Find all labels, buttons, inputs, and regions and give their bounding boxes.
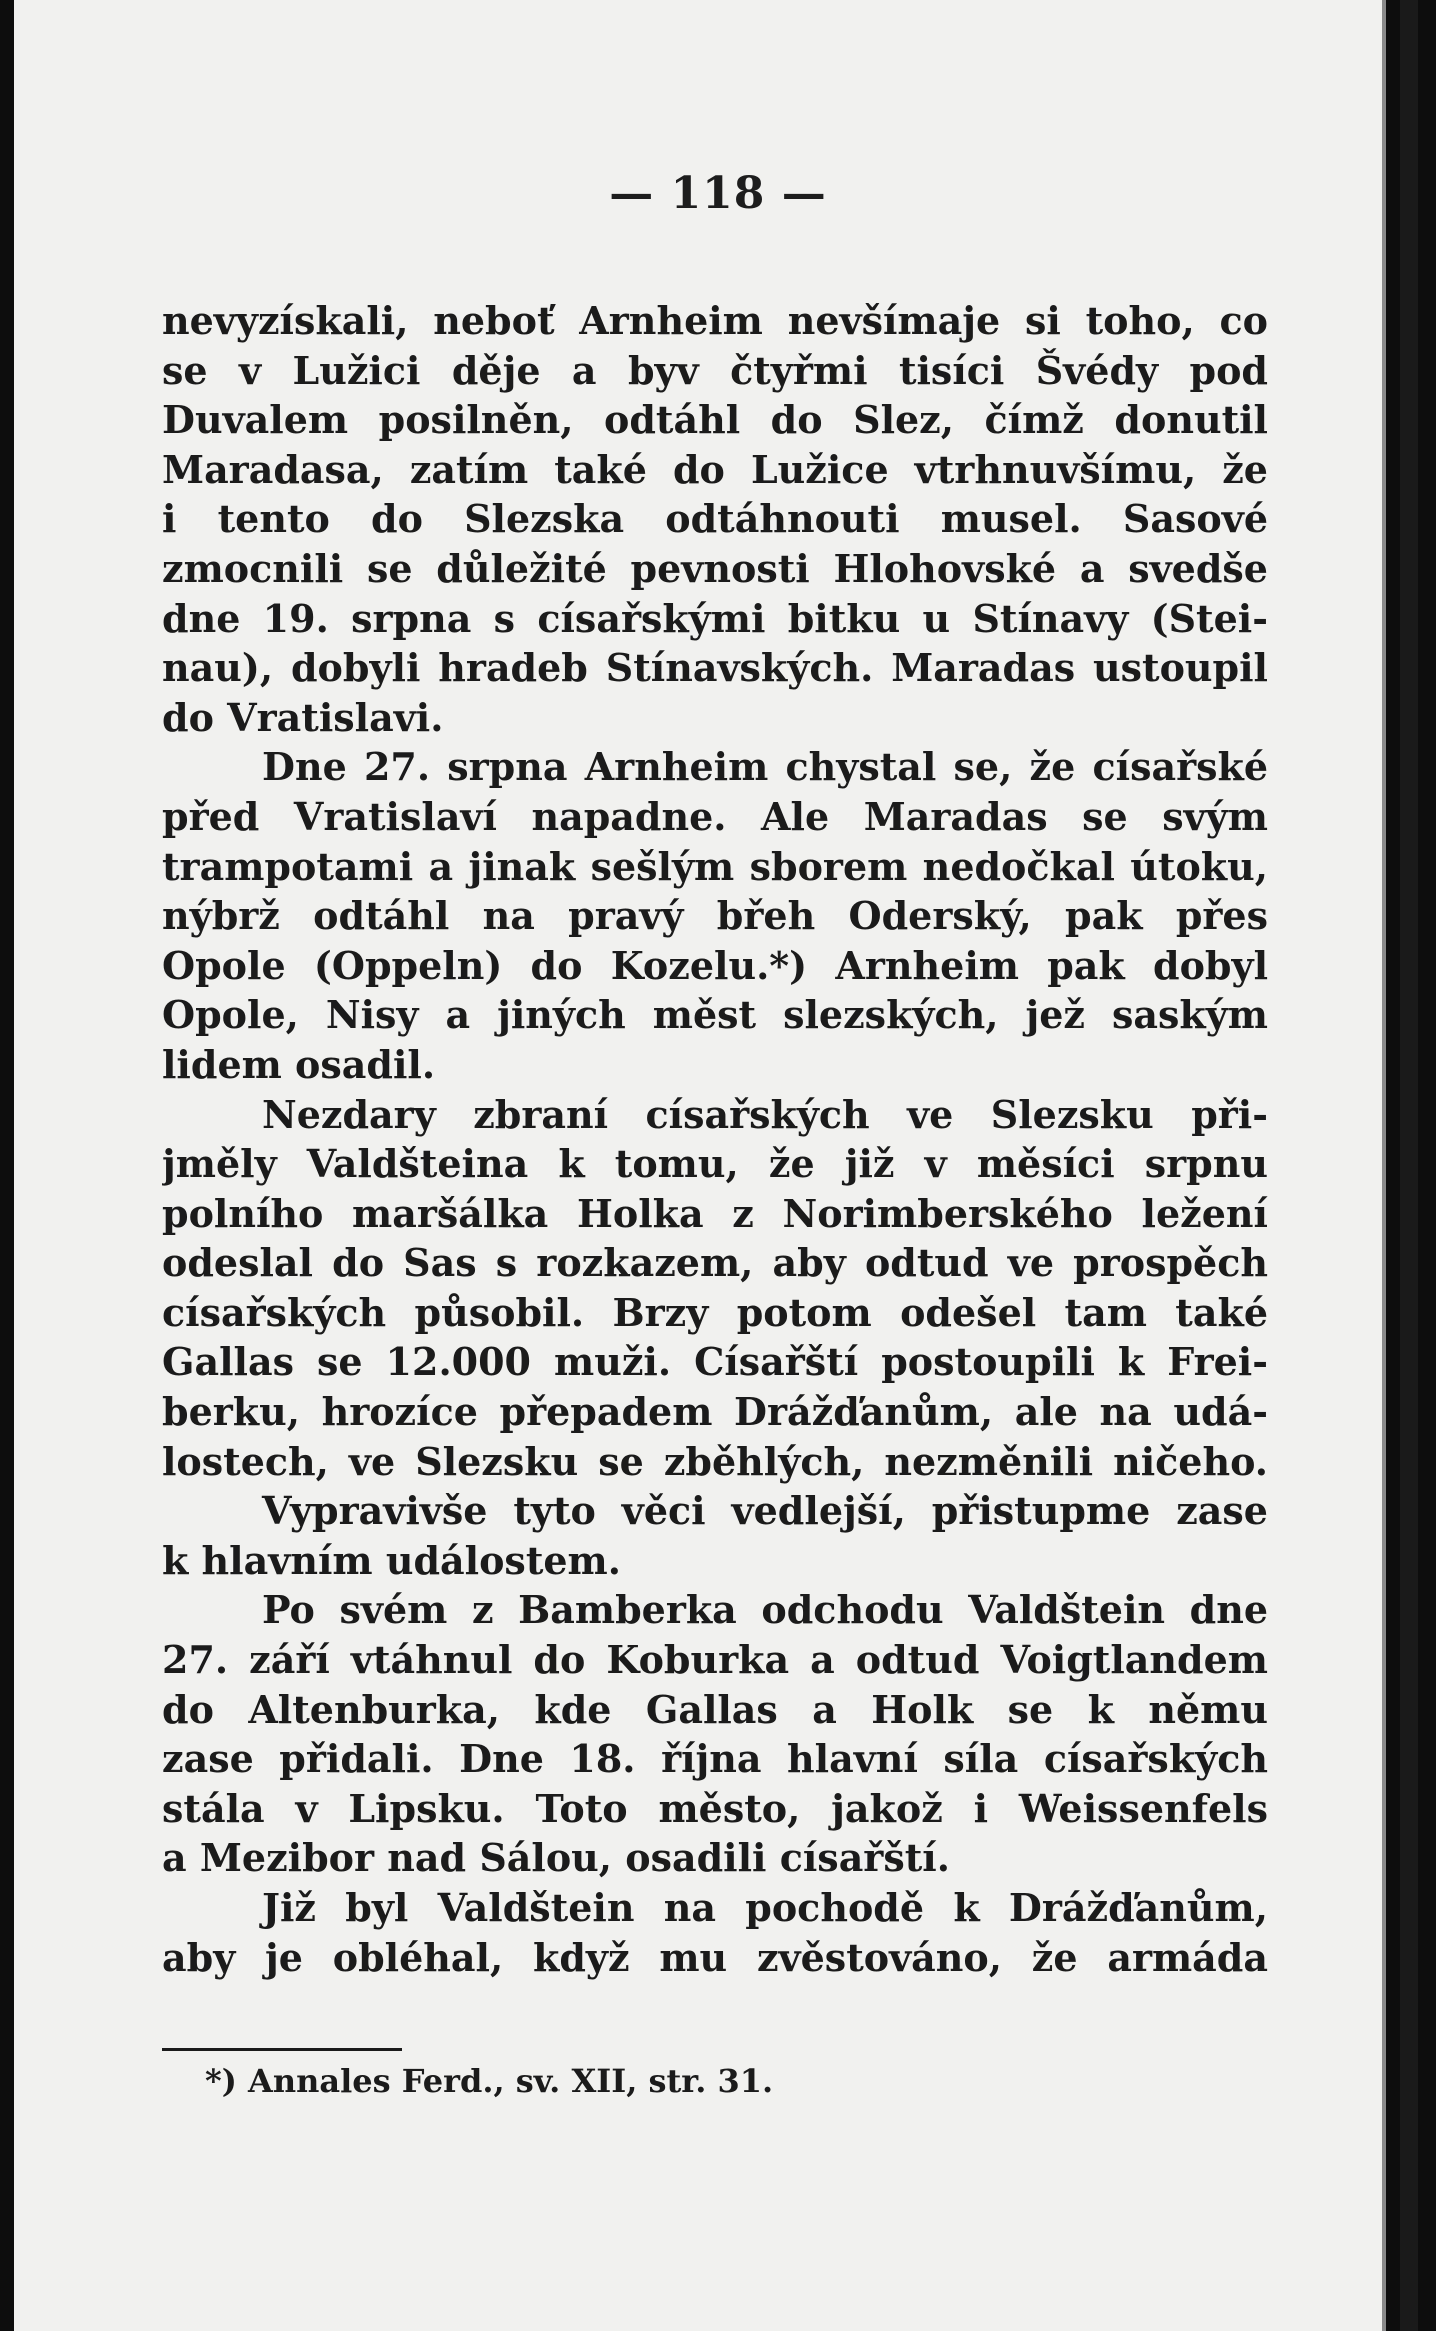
text-line: k hlavním událostem.	[162, 1537, 621, 1583]
text-line: a Mezibor nad Sálou, osadili císařští.	[162, 1835, 950, 1881]
text-line: Dne 27. srpna Arnheim chystal se, že císařské	[262, 744, 1268, 790]
text-line: Již byl Valdštein na pochodě k Drážďanům,	[262, 1885, 1268, 1930]
text-line: aby je obléhal, když mu zvěstováno, že armáda	[162, 1934, 1268, 1980]
text-line: Nezdary zbraní císařských ve Slezsku při-	[262, 1091, 1268, 1137]
text-line: stála v Lipsku. Toto město, jakož i Weissenfels	[162, 1785, 1268, 1831]
body-text	[162, 296, 1268, 1982]
text-line: i tento do Slezska odtáhnouti musel. Sasové	[162, 496, 1268, 542]
footnote-separator	[162, 2048, 402, 2051]
text-line: dne 19. srpna s císařskými bitku u Stínavy (Stei-	[162, 595, 1268, 641]
text-line: zase přidali. Dne 18. října hlavní síla císařských	[162, 1736, 1268, 1782]
text-line: Opole, Nisy a jiných měst slezských, jež saským	[162, 992, 1268, 1038]
text-line: 27. září vtáhnul do Koburka a odtud Voigtlandem	[162, 1637, 1268, 1683]
text-line: před Vratislaví napadne. Ale Maradas se svým	[162, 793, 1268, 839]
text-line: Maradasa, zatím také do Lužice vtrhnuvšímu, že	[162, 446, 1268, 492]
text-line: Vypravivše tyto věci vedlejší, přistupme zase	[262, 1488, 1268, 1534]
text-line: Duvalem posilněn, odtáhl do Slez, čímž donutil	[162, 397, 1268, 443]
text-line: odeslal do Sas s rozkazem, aby odtud ve prospěch	[162, 1240, 1268, 1286]
text-line: Opole (Oppeln) do Kozelu.*) Arnheim pak dobyl	[162, 942, 1268, 988]
text-line: jměly Valdšteina k tomu, že již v měsíci srpnu	[162, 1141, 1268, 1187]
text-line: lostech, ve Slezsku se zběhlých, nezměnili ničeho.	[162, 1438, 1268, 1484]
text-line: berku, hrozíce přepadem Drážďanům, ale na udá-	[162, 1389, 1268, 1435]
adjacent-page-strip	[1400, 0, 1418, 2331]
text-line: do Vratislavi.	[162, 694, 444, 740]
text-line: Gallas se 12.000 muži. Císařští postoupili k Frei-	[162, 1339, 1268, 1385]
page-edge	[1382, 0, 1386, 2331]
text-line: zmocnili se důležité pevnosti Hlohovské a svedše	[162, 545, 1268, 591]
footnote: *) Annales Ferd., sv. XII, str. 31.	[205, 2062, 774, 2100]
text-line: nevyzískali, neboť Arnheim nevšímaje si toho, co	[162, 298, 1268, 343]
text-line: Po svém z Bamberka odchodu Valdštein dne	[262, 1587, 1268, 1633]
text-line: do Altenburka, kde Gallas a Holk se k němu	[162, 1686, 1268, 1732]
text-line: lidem osadil.	[162, 1041, 436, 1087]
page-number: — 118 —	[609, 168, 827, 219]
text-line: nýbrž odtáhl na pravý břeh Oderský, pak přes	[162, 893, 1268, 939]
text-line: se v Lužici děje a byv čtyřmi tisíci Švédy pod	[162, 347, 1268, 393]
text-line: nau), dobyli hradeb Stínavských. Maradas ustoupil	[162, 645, 1268, 691]
text-line: polního maršálka Holka z Norimberského ležení	[162, 1190, 1268, 1236]
text-line: trampotami a jinak sešlým sborem nedočkal útoku,	[162, 843, 1268, 889]
text-line: císařských působil. Brzy potom odešel tam také	[162, 1289, 1268, 1335]
